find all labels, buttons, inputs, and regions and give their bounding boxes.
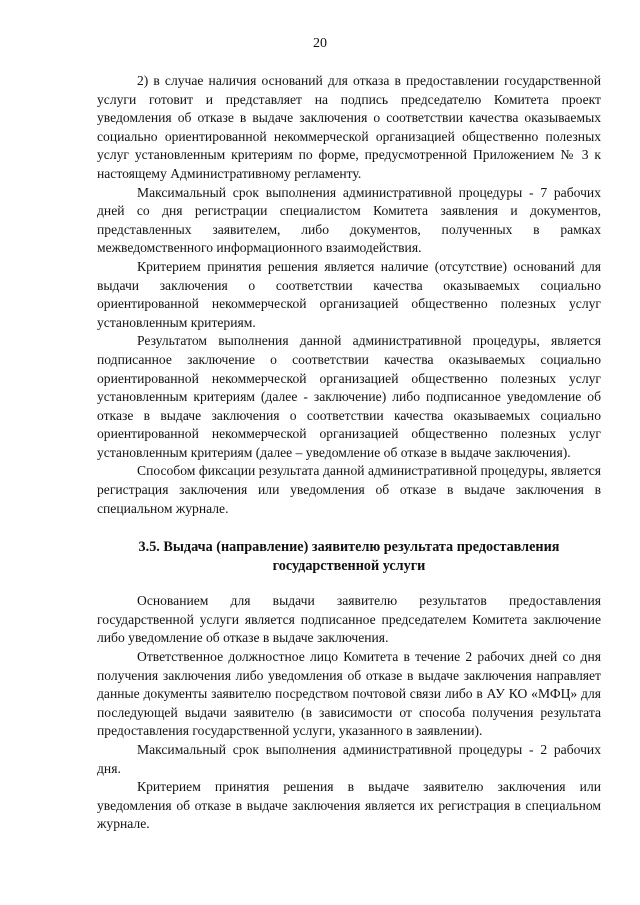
document-body — [97, 72, 601, 834]
page-number: 20 — [313, 36, 327, 51]
paragraph-decision-criterion: Критерием принятия решения является наличие (отсутствие) оснований для выдачи заключения о соответствии качества оказываемых социально ориентированной некоммерческой организацией общественно полезных услуг установленным критериям. — [97, 258, 601, 330]
paragraph-issuance-basis: Основанием для выдачи заявителю результатов предоставления государственной услуги является подписанное председателем Комитета заключение либо уведомление об отказе в выдаче заключения. — [97, 593, 601, 646]
paragraph-max-term-2-days: Максимальный срок выполнения административной процедуры - 2 рабочих дня. — [97, 742, 601, 776]
paragraph-result-recording: Способом фиксации результата данной административной процедуры, является регистрация заключения или уведомления об отказе в выдаче заключения в специальном журнале. — [97, 463, 601, 516]
paragraph-responsible-official: Ответственное должностное лицо Комитета в течение 2 рабочих дней со дня получения заключения либо уведомления об отказе в выдаче заключения направляет данные документы заявителю посредством почтовой связи либо в АУ КО «МФЦ» для последующей выдачи заявителю (в зависимости от способа получения результата предоставления государственной услуги, указанного в заявлении). — [97, 649, 601, 739]
paragraph-refusal-notice: 2) в случае наличия оснований для отказа в предоставлении государственной услуги готовит и представляет на подпись председателю Комитета проект уведомления об отказе в выдаче заключения о соответствии качества оказываемых социально ориентированной некоммерческой организацией общественно полезных услуг установленным критериям по форме, предусмотренной Приложением № 3 к настоящему Административному регламенту. — [97, 73, 601, 181]
paragraph-procedure-result: Результатом выполнения данной административной процедуры, является подписанное заключение о соответствии качества оказываемых социально ориентированной некоммерческой организацией общественно полезных услуг установленным критериям (далее - заключение) либо подписанное уведомление об отказе в выдаче заключения о соответствии качества оказываемых социально ориентированной некоммерческой организацией общественно полезных услуг установленным критериям (далее – уведомление об отказе в выдаче заключения). — [97, 333, 601, 460]
section-heading-3-5: 3.5. Выдача (направление) заявителю результата предоставления государственной услуги — [138, 539, 560, 575]
paragraph-max-term-7-days: Максимальный срок выполнения административной процедуры - 7 рабочих дней со дня регистрации специалистом Комитета заявления и документов, представленных заявителем, либо документов, полученных в рамках межведомственного информационного взаимодействия. — [97, 184, 601, 256]
paragraph-issuance-criterion: Критерием принятия решения в выдаче заявителю заключения или уведомления об отказе в выдаче заключения является их регистрация в специальном журнале. — [97, 779, 601, 832]
